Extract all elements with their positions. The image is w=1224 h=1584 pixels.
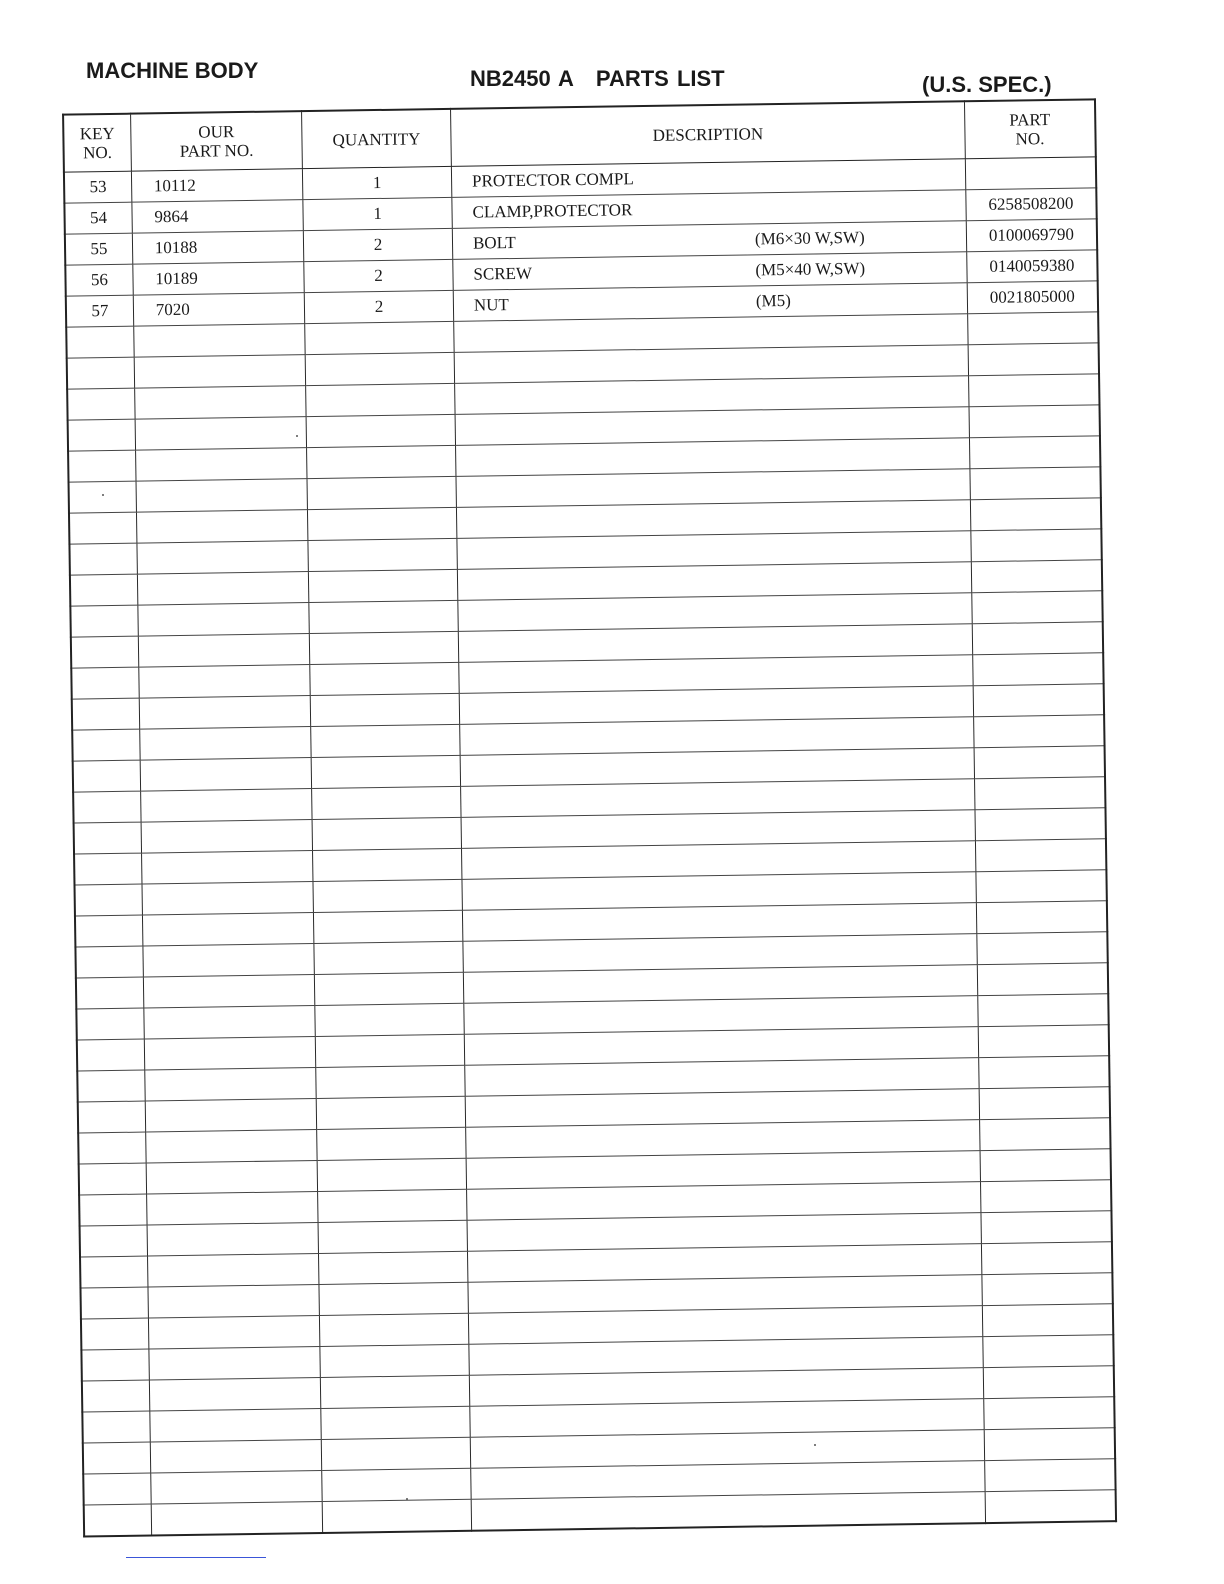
part-no-cell: 0021805000 [967,281,1098,314]
blank-cell [134,324,306,358]
col-header-part-no [964,99,1095,158]
blank-cell [976,901,1107,934]
blank-cell [142,913,314,947]
blank-cell [139,727,311,761]
blank-cell [984,1397,1115,1430]
blank-cell [76,1008,144,1040]
spec-label: (U.S. SPEC.) [922,72,1052,97]
blank-cell [307,476,456,509]
blank-cell [985,1490,1116,1523]
blank-cell [68,419,136,451]
blank-cell [146,1160,318,1194]
blank-cell [305,352,454,385]
blank-cell [312,786,461,819]
blank-cell [71,667,139,699]
key-no-cell: 53 [64,171,132,203]
blank-cell [134,355,306,389]
blank-cell [978,1025,1109,1058]
blank-cell [978,994,1109,1027]
blank-cell [317,1127,466,1160]
blank-cell [313,879,462,912]
scan-speck [814,1444,816,1446]
blank-cell [306,414,455,447]
blank-cell [134,386,306,420]
blank-cell [971,560,1102,593]
document-title [470,66,725,92]
blank-cell [145,1068,317,1102]
blank-cell [140,758,312,792]
blank-cell [74,853,142,885]
blank-cell [974,746,1105,779]
part-no-cell [965,157,1096,190]
key-no-cell: 57 [66,295,134,327]
blank-cell [72,729,140,761]
blank-cell [975,808,1106,841]
table-body [64,157,1116,1536]
blank-cell [149,1377,321,1411]
blank-cell [974,715,1105,748]
blank-cell [980,1180,1111,1213]
blank-cell [144,1037,316,1071]
blank-cell [970,467,1101,500]
blank-cell [319,1251,468,1284]
quantity-cell: 2 [304,290,453,323]
blank-cell [143,975,315,1009]
blank-cell [968,374,1099,407]
description-text: CLAMP,PROTECTOR [472,200,633,222]
blank-cell [979,1087,1110,1120]
quantity-cell: 1 [303,197,452,230]
blank-cell [67,357,135,389]
blank-cell [306,383,455,416]
blank-cell [151,1501,323,1535]
description-spec: (M5) [755,290,791,311]
blank-cell [983,1335,1114,1368]
blank-cell [316,1096,465,1129]
blank-cell [981,1211,1112,1244]
blank-cell [471,1492,985,1531]
blank-cell [135,417,307,451]
blank-cell [73,791,141,823]
blank-cell [320,1313,469,1346]
col-header-our-line2: PART NO. [179,140,254,161]
blank-cell [310,693,459,726]
blank-cell [143,944,315,978]
blank-cell [148,1284,320,1318]
blank-cell [309,631,458,664]
blank-cell [137,541,309,575]
blank-cell [984,1428,1115,1461]
blank-cell [83,1442,151,1474]
blank-cell [142,882,314,916]
blank-cell [84,1504,152,1536]
blank-cell [83,1473,151,1505]
blank-cell [81,1349,149,1381]
blank-cell [75,884,143,916]
col-header-part-line1: PART [1009,110,1051,130]
scan-speck [296,435,298,437]
parts-list-table-wrapper [62,98,1117,1541]
blank-cell [320,1375,469,1408]
blank-cell [315,1034,464,1067]
blank-cell [138,603,310,637]
blank-cell [81,1318,149,1350]
description-text: PROTECTOR COMPL [471,169,634,191]
blank-cell [305,321,454,354]
blank-cell [314,910,463,943]
blank-cell [67,388,135,420]
blank-cell [150,1439,322,1473]
our-part-no-cell: 9864 [132,200,304,234]
blank-cell [78,1132,146,1164]
blank-cell [135,448,307,482]
blank-cell [136,510,308,544]
blank-cell [147,1253,319,1287]
blank-cell [313,848,462,881]
blank-cell [71,636,139,668]
blank-cell [970,498,1101,531]
blank-cell [77,1070,145,1102]
blank-cell [969,405,1100,438]
blank-cell [311,755,460,788]
col-header-quantity: QUANTITY [302,109,452,169]
col-header-key-line1: KEY [79,123,115,144]
blank-cell [976,870,1107,903]
blank-cell [70,574,138,606]
blank-cell [146,1191,318,1225]
blank-cell [147,1222,319,1256]
blank-cell [322,1499,471,1532]
part-no-cell: 6258508200 [966,188,1097,221]
blank-cell [985,1459,1116,1492]
col-header-our-line1: OUR [198,122,235,142]
blank-cell [320,1344,469,1377]
scan-mark-line [126,1557,266,1558]
blank-cell [78,1101,146,1133]
blank-cell [322,1468,471,1501]
blank-cell [983,1366,1114,1399]
key-no-cell: 56 [65,264,133,296]
parts-list-label: PARTS LIST [595,66,725,91]
blank-cell [975,839,1106,872]
blank-cell [977,932,1108,965]
blank-cell [982,1304,1113,1337]
blank-cell [977,963,1108,996]
blank-cell [139,696,311,730]
scan-speck [406,1498,408,1500]
our-part-no-cell: 10188 [132,231,304,265]
blank-cell [973,653,1104,686]
blank-cell [981,1242,1112,1275]
description-spec: (M5×40 W,SW) [755,258,866,280]
col-header-description: DESCRIPTION [451,101,966,166]
key-no-cell: 55 [65,233,133,265]
quantity-cell: 1 [303,166,452,199]
blank-cell [307,445,456,478]
blank-cell [148,1315,320,1349]
blank-cell [971,529,1102,562]
blank-cell [308,569,457,602]
blank-cell [972,591,1103,624]
description-text: BOLT [472,232,516,253]
blank-cell [76,977,144,1009]
blank-cell [310,662,459,695]
col-header-our-part-no [130,111,302,171]
blank-cell [319,1282,468,1315]
blank-cell [308,538,457,571]
blank-cell [972,622,1103,655]
blank-cell [68,450,136,482]
blank-cell [316,1065,465,1098]
part-no-cell: 0140059380 [967,250,1098,283]
quantity-cell: 2 [304,259,453,292]
blank-cell [82,1411,150,1443]
our-part-no-cell: 10112 [131,169,303,203]
description-text: NUT [473,295,510,315]
blank-cell [141,820,313,854]
blank-cell [145,1099,317,1133]
col-header-key-no [63,114,131,172]
blank-cell [980,1149,1111,1182]
blank-cell [69,543,137,575]
blank-cell [141,851,313,885]
blank-cell [139,665,311,699]
blank-cell [982,1273,1113,1306]
part-no-cell: 0100069790 [966,219,1097,252]
blank-cell [321,1437,470,1470]
blank-cell [312,817,461,850]
blank-cell [969,436,1100,469]
blank-cell [80,1256,148,1288]
blank-cell [82,1380,150,1412]
blank-cell [75,946,143,978]
description-spec: (M6×30 W,SW) [754,227,865,249]
blank-cell [137,572,309,606]
blank-cell [979,1056,1110,1089]
blank-cell [317,1158,466,1191]
blank-cell [321,1406,470,1439]
col-header-key-line2: NO. [82,142,113,163]
blank-cell [311,724,460,757]
blank-cell [69,481,137,513]
blank-cell [318,1189,467,1222]
blank-cell [315,1003,464,1036]
blank-cell [74,822,142,854]
blank-cell [73,760,141,792]
scan-speck [102,494,104,496]
blank-cell [80,1287,148,1319]
parts-list-table [62,98,1117,1537]
our-part-no-cell: 7020 [133,293,305,327]
blank-cell [151,1470,323,1504]
blank-cell [75,915,143,947]
section-title: MACHINE BODY [86,58,259,83]
key-no-cell: 54 [64,202,132,234]
blank-cell [968,312,1099,345]
blank-cell [79,1163,147,1195]
blank-cell [318,1220,467,1253]
blank-cell [145,1130,317,1164]
blank-cell [140,789,312,823]
blank-cell [309,600,458,633]
quantity-cell: 2 [303,228,452,261]
description-text: SCREW [473,263,533,284]
col-header-part-line2: NO. [1015,129,1045,149]
blank-cell [974,777,1105,810]
blank-cell [980,1118,1111,1151]
blank-cell [77,1039,145,1071]
blank-cell [314,972,463,1005]
blank-cell [69,512,137,544]
blank-cell [150,1408,322,1442]
model-number: NB2450 A [470,66,574,91]
blank-cell [136,479,308,513]
blank-cell [138,634,310,668]
blank-cell [70,605,138,637]
blank-cell [308,507,457,540]
blank-cell [80,1225,148,1257]
blank-cell [72,698,140,730]
blank-cell [66,326,134,358]
blank-cell [79,1194,147,1226]
blank-cell [968,343,1099,376]
blank-cell [973,684,1104,717]
blank-cell [314,941,463,974]
blank-cell [149,1346,321,1380]
our-part-no-cell: 10189 [133,262,305,296]
blank-cell [144,1006,316,1040]
